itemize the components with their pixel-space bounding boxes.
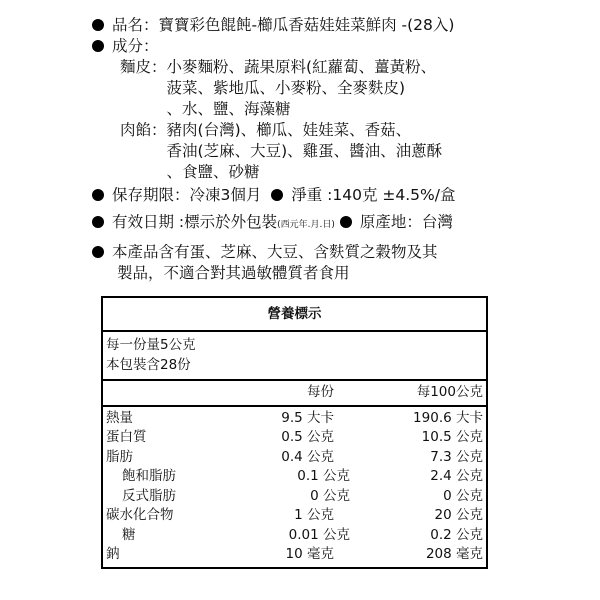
- expiry-note: (西元年.月.日): [277, 220, 335, 230]
- per-serving-value: 1 公克: [294, 507, 334, 523]
- nutrient-name: 碳水化合物: [106, 507, 174, 523]
- filling-line: 、食鹽、砂糖: [166, 163, 260, 181]
- allergen-line: [92, 242, 512, 263]
- per-100g-value: 0 公克: [443, 487, 483, 504]
- table-row: [103, 428, 486, 448]
- col-per-100g: 每100公克: [416, 384, 483, 400]
- shelf-weight-line: [92, 185, 512, 206]
- serving-size: 每一份量5公克: [106, 337, 196, 353]
- allergen-text: 本產品含有蛋、芝麻、大豆、含麩質之穀物及其: [112, 243, 438, 261]
- product-name: 寶寶彩色餛飩-櫛瓜香菇娃娃菜鮮肉 -(28入): [158, 16, 455, 34]
- shelf-life: 保存期限：冷凍3個月: [112, 186, 262, 204]
- filling-line: 豬肉(台灣)、櫛瓜、娃娃菜、香菇、: [166, 121, 412, 139]
- expiry-origin-line: [92, 212, 512, 236]
- bullet-icon: [92, 246, 104, 258]
- bullet-icon: [92, 40, 104, 52]
- nutrient-name: 鈉: [106, 546, 120, 562]
- bullet-icon: [92, 19, 104, 31]
- per-serving-value: 0.1 公克: [297, 468, 350, 484]
- per-100g-value: 0.2 公克: [430, 526, 483, 543]
- filling-ingredients: [92, 120, 512, 183]
- wrapper-line: 、水、鹽、海藻糖: [166, 100, 291, 118]
- product-name-line: [92, 15, 512, 36]
- nutrition-table: [101, 296, 488, 569]
- nutrient-name: 蛋白質: [106, 429, 147, 445]
- table-row: [103, 487, 486, 507]
- per-serving-value: 0.5 公克: [281, 429, 334, 445]
- per-serving-value: 0.4 公克: [281, 448, 334, 465]
- bullet-icon: [340, 216, 352, 228]
- bullet-icon: [92, 216, 104, 228]
- product-info: [92, 15, 512, 284]
- bullet-icon: [271, 189, 283, 201]
- wrapper-line: 菠菜、紫地瓜、小麥粉、全麥麩皮): [166, 79, 406, 97]
- col-per-serving: 每份: [307, 384, 334, 400]
- per-serving-value: 9.5 大卡: [281, 409, 334, 426]
- table-row: [103, 526, 486, 546]
- per-serving-value: 10 毫克: [285, 546, 334, 562]
- per-100g-value: 10.5 公克: [421, 429, 483, 445]
- bullet-icon: [92, 189, 104, 201]
- table-row: [103, 506, 486, 526]
- nutrient-name: 反式脂肪: [122, 487, 176, 504]
- servings-per-package: 本包裝含28份: [106, 356, 191, 373]
- per-100g-value: 190.6 大卡: [413, 409, 483, 426]
- net-weight: 淨重 :140克 ±4.5%/盒: [291, 186, 456, 204]
- nutrient-name: 脂肪: [106, 448, 133, 465]
- table-row: [103, 545, 486, 565]
- per-serving-value: 0.01 公克: [288, 526, 350, 543]
- ingredients-label: 成分：: [112, 37, 159, 55]
- nutrient-name: 糖: [122, 526, 136, 543]
- table-row: [103, 448, 486, 468]
- per-serving-value: 0 公克: [310, 487, 350, 504]
- per-100g-value: 2.4 公克: [430, 468, 483, 484]
- table-row: [103, 409, 486, 429]
- nutrition-header: [103, 381, 486, 407]
- ingredients-line: [92, 36, 512, 57]
- table-row: [103, 467, 486, 487]
- nutrient-name: 熱量: [106, 409, 133, 426]
- product-name-label: 品名：: [112, 16, 159, 34]
- allergen-line-2: 製品，不適合對其過敏體質者食用: [117, 264, 350, 282]
- expiry: 有效日期 :標示於外包裝: [112, 213, 278, 231]
- per-100g-value: 208 毫克: [425, 546, 483, 562]
- per-100g-value: 7.3 公克: [430, 448, 483, 465]
- nutrient-name: 飽和脂肪: [122, 468, 176, 484]
- wrapper-line: 小麥麵粉、蔬果原料(紅蘿蔔、薑黃粉、: [166, 58, 437, 76]
- filling-line: 香油(芝麻、大豆)、雞蛋、醬油、油蔥酥: [166, 142, 443, 160]
- wrapper-label: 麵皮：: [120, 58, 167, 76]
- nutrition-title: 營養標示: [103, 298, 486, 332]
- filling-label: 肉餡：: [120, 121, 167, 139]
- wrapper-ingredients: [92, 57, 512, 120]
- origin: 原產地：台灣: [359, 213, 453, 231]
- per-100g-value: 20 公克: [434, 507, 483, 523]
- serving-info: [103, 332, 486, 381]
